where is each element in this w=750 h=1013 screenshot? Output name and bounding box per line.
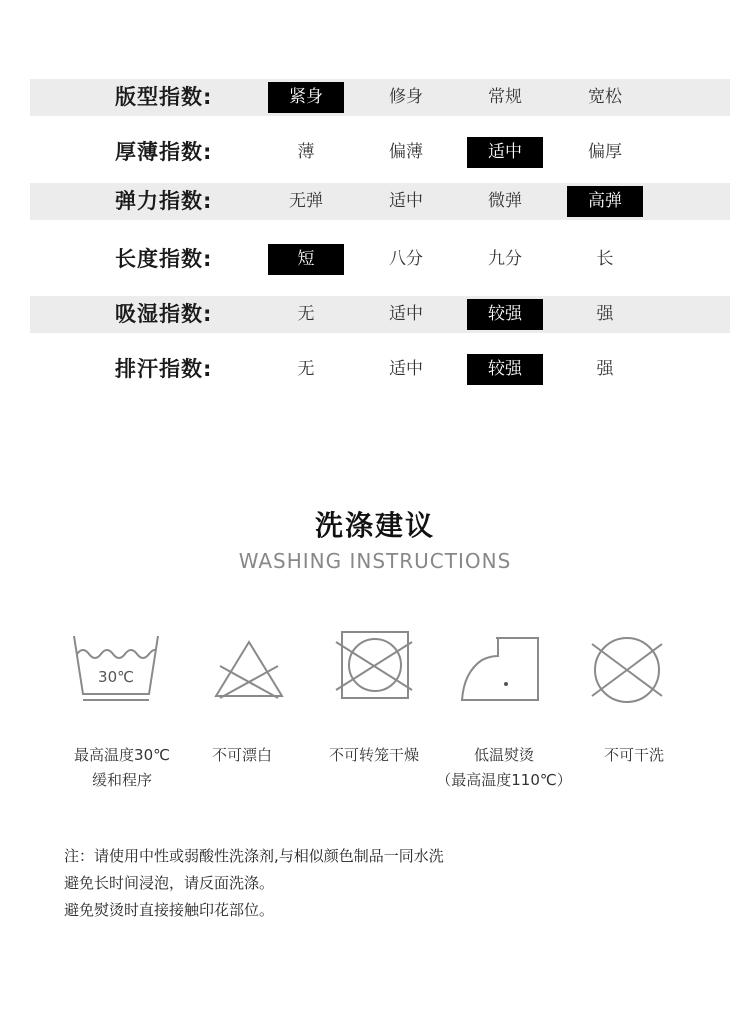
washing-title: 洗涤建议 — [314, 509, 435, 542]
option-cell: 宽松 — [588, 87, 622, 107]
option-cell: 无 — [297, 304, 315, 324]
row-fit — [30, 79, 730, 116]
care-note: 避免熨烫时直接接触印花部位。 — [64, 901, 275, 919]
option-cell: 无弹 — [289, 191, 323, 211]
option-cell: 较强 — [467, 354, 543, 385]
option-cell: 强 — [596, 359, 614, 379]
row-elasticity — [30, 183, 730, 220]
row-label: 排汗指数: — [115, 357, 213, 381]
row-label: 厚薄指数: — [115, 140, 213, 164]
caption-line: （最高温度110℃） — [436, 771, 572, 789]
no-bleach-icon — [212, 638, 286, 702]
option-cell: 偏薄 — [389, 142, 423, 162]
caption-line: 低温熨烫 — [473, 746, 534, 764]
caption-bleach — [182, 743, 302, 768]
row-thickness — [30, 134, 730, 171]
caption-line: 缓和程序 — [91, 771, 152, 789]
caption-line: 最高温度30℃ — [74, 746, 170, 764]
washing-subtitle: WASHING INSTRUCTIONS — [238, 549, 512, 573]
caption-tumble-dry — [304, 743, 444, 768]
caption-wash — [50, 743, 194, 793]
option-cell: 偏厚 — [588, 142, 622, 162]
option-cell: 短 — [268, 244, 344, 275]
caption-dry-clean — [574, 743, 694, 768]
option-cell: 适中 — [389, 304, 423, 324]
option-cell: 适中 — [389, 359, 423, 379]
care-note: 避免长时间浸泡，请反面洗涤。 — [64, 874, 275, 892]
caption-line: 不可漂白 — [211, 746, 272, 764]
no-dry-clean-icon — [586, 632, 668, 708]
option-cell: 高弹 — [567, 186, 643, 217]
option-cell: 九分 — [488, 249, 522, 269]
row-sweat-wicking — [30, 351, 730, 388]
no-tumble-dry-icon — [334, 628, 414, 704]
row-length — [30, 241, 730, 278]
option-cell: 八分 — [389, 249, 423, 269]
row-label: 吸湿指数: — [115, 302, 213, 326]
row-label: 版型指数: — [115, 85, 213, 109]
option-cell: 适中 — [467, 137, 543, 168]
option-cell: 修身 — [389, 87, 423, 107]
row-label: 弹力指数: — [115, 189, 213, 213]
caption-iron — [424, 743, 584, 793]
caption-line: 不可干洗 — [603, 746, 664, 764]
row-moisture-absorption — [30, 296, 730, 333]
option-cell: 较强 — [467, 299, 543, 330]
caption-line: 不可转笼干燥 — [328, 746, 419, 764]
option-cell: 强 — [596, 304, 614, 324]
option-cell: 长 — [596, 249, 614, 269]
option-cell: 微弹 — [488, 191, 522, 211]
option-cell: 常规 — [488, 87, 522, 107]
wash-temp-label: 30℃ — [98, 668, 134, 686]
option-cell: 无 — [297, 359, 315, 379]
care-note: 注：请使用中性或弱酸性洗涤剂,与相似颜色制品一同水洗 — [64, 847, 444, 865]
option-cell: 适中 — [389, 191, 423, 211]
option-cell: 薄 — [297, 142, 315, 162]
wash-tub-icon — [70, 632, 162, 706]
option-cell: 紧身 — [268, 82, 344, 113]
row-label: 长度指数: — [115, 247, 213, 271]
iron-low-temp-icon — [458, 632, 544, 706]
